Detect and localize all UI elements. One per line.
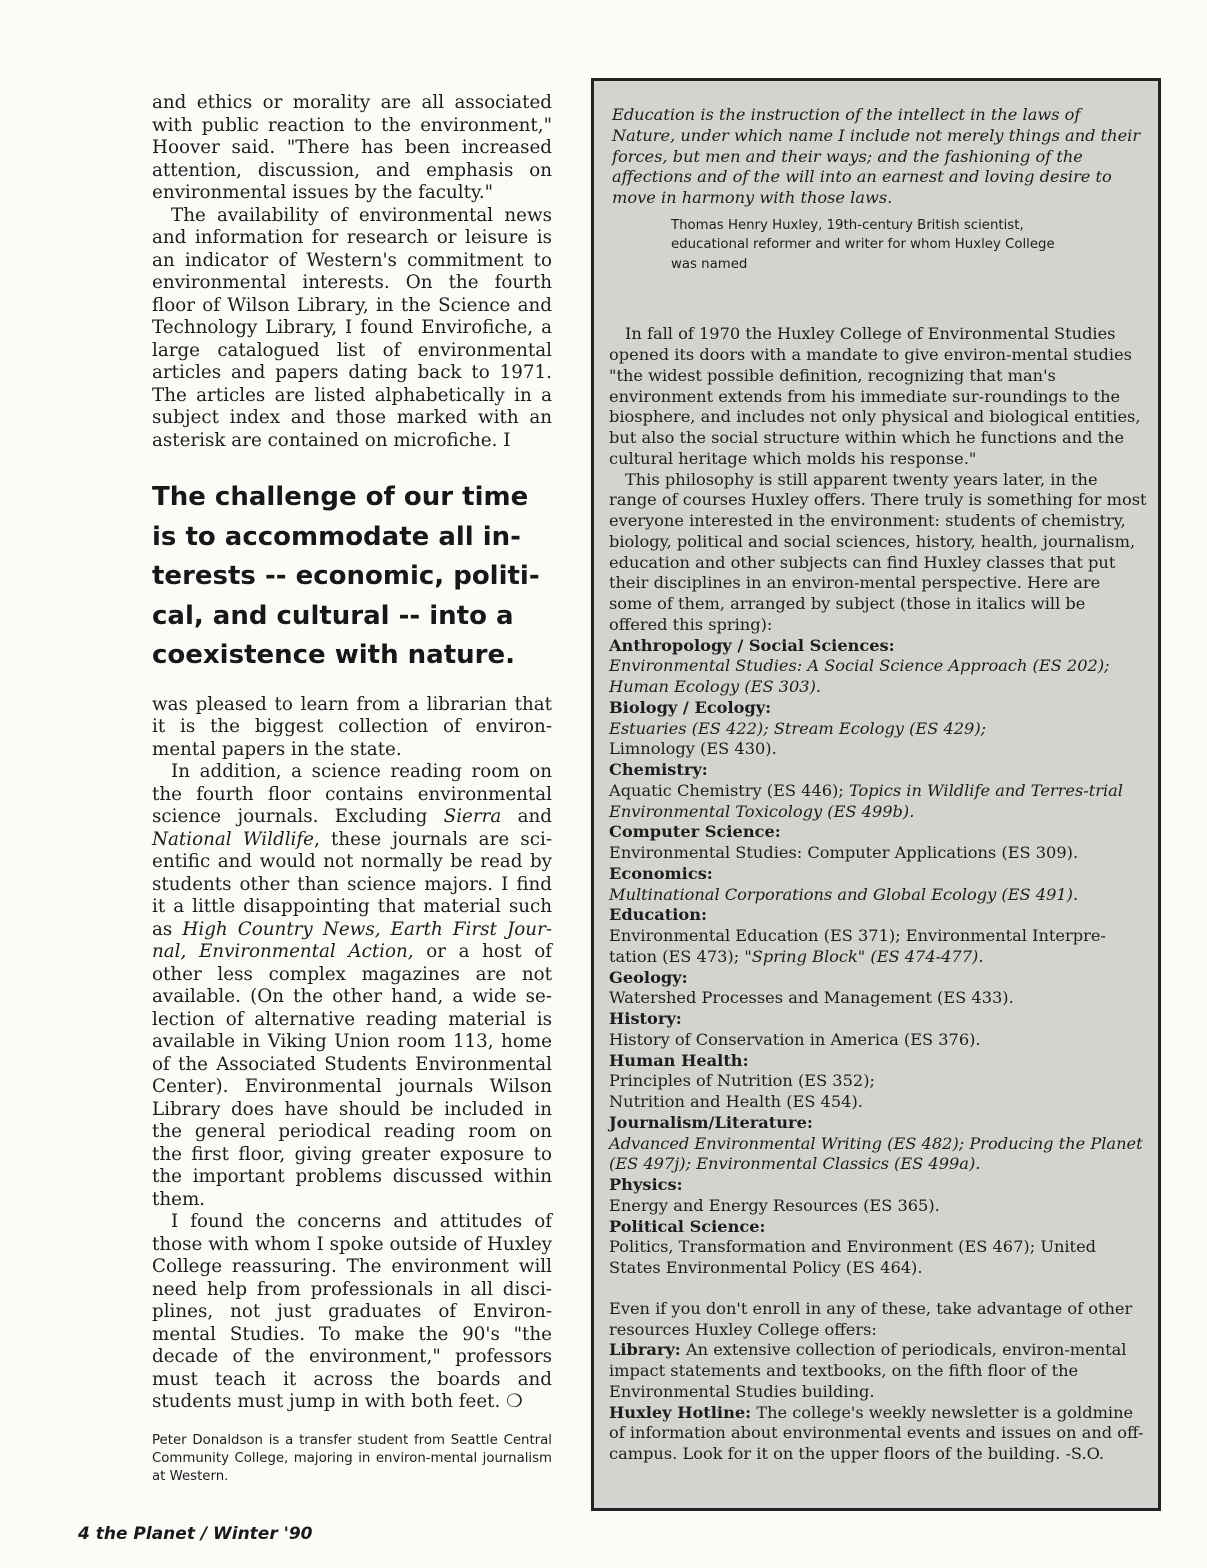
- course-category: Computer Science:: [609, 822, 781, 842]
- text-run: , these journals are sci-entific and would not normally be read by students other than science majors. I find it a little disappointing that material such as: [152, 828, 552, 940]
- course-category: Human Health:: [609, 1050, 749, 1070]
- publication-titles: High Country News, Earth First Jour-nal, Environmental Action,: [152, 918, 553, 962]
- text-run: I found the concerns and attitudes of those with whom I spoke outside of Huxley College reassuring. The environment will need help from professionals in all disci-plines, not just graduates of Environ-mental Studies. To make the 90's "the decade of the environment," professors must teach it across the boards and students must jump in with both feet.: [152, 1211, 552, 1412]
- resource-label: Huxley Hotline:: [609, 1402, 752, 1422]
- course-line: Estuaries (ES 422); Stream Ecology (ES 429);: [609, 718, 987, 738]
- sidebar-paragraph: This philosophy is still apparent twenty years later, in the range of courses Huxley offers. There truly is something for most everyone interested in the environment: students of chemistry, biology, political and social sciences, history, health, journalism, education and other subjects can find Huxley classes that put their disciplines in an environ-mental perspective. Here are some of them, arranged by subject (those in italics will be offered this spring):: [609, 469, 1147, 634]
- sidebar-paragraph: Even if you don't enroll in any of these, take advantage of other resources Huxley College offers:: [609, 1298, 1133, 1339]
- pull-quote: The challenge of our time is to accommodate all in-terests -- economic, politi-cal, and cultural -- into a coexistence with nature.: [152, 482, 540, 670]
- end-mark-icon: ❍: [506, 1391, 523, 1412]
- course-line: [609, 781, 1148, 823]
- article-paragraph: The availability of environmental news and information for research or leisure is an indicator of Western's commitment to environmental interests. On the fourth floor of Wilson Library, in the Science and Technology Library, I found Envirofiche, a large catalogued list of environmental articles and papers dating back to 1971. The articles are listed alphabetically in a subject index and those marked with an asterisk are contained on microfiche. I: [152, 204, 552, 451]
- course-category: Biology / Ecology:: [609, 697, 772, 717]
- article-paragraph: and ethics or morality are all associated with public reaction to the environment," Hoover said. "There has been increased attention, discussion, and emphasis on environmental issues by the faculty.": [152, 92, 552, 203]
- main-article-column: [152, 92, 552, 1486]
- course-line: Principles of Nutrition (ES 352);: [609, 1071, 875, 1091]
- course-category: Chemistry:: [609, 760, 708, 780]
- resource-label: Library:: [609, 1340, 681, 1360]
- text-run: In addition, a science reading room on the fourth floor contains environmental science journals. Excluding: [152, 761, 552, 827]
- course-list: [609, 636, 1148, 1279]
- resource-entry: [609, 1340, 1148, 1402]
- sidebar-box: [591, 78, 1161, 1511]
- page-footer: 4 the Planet / Winter '90: [78, 1524, 313, 1544]
- course-line: Multinational Corporations and Global Ecology (ES 491).: [609, 884, 1079, 904]
- quote-attribution: Thomas Henry Huxley, 19th-century British scientist, educational reformer and writer for whom Huxley College was named: [671, 217, 1055, 272]
- spacer: [609, 1279, 1148, 1299]
- course-category: Geology:: [609, 967, 688, 987]
- course-text: "Spring Block" (ES 474-477).: [744, 946, 984, 966]
- course-line: Nutrition and Health (ES 454).: [609, 1092, 863, 1112]
- course-text: Environmental Education (ES 371); Environmental Interpre-tation (ES 473);: [609, 926, 1106, 966]
- course-line: Environmental Studies: Computer Applications (ES 309).: [609, 843, 1079, 863]
- course-category: Economics:: [609, 863, 713, 883]
- article-paragraph: [152, 761, 552, 1211]
- sidebar-body: [609, 324, 1148, 1465]
- publication-title: Sierra: [443, 806, 502, 827]
- article-paragraph: was pleased to learn from a librarian that it is the biggest collection of environ-mental papers in the state.: [152, 693, 552, 760]
- course-line: Politics, Transformation and Environment (ES 467); United States Environmental Policy (ES 464).: [609, 1237, 1097, 1278]
- course-line: Advanced Environmental Writing (ES 482); Producing the Planet (ES 497j); Environmental Classics (ES 499a).: [609, 1133, 1143, 1174]
- course-category: Political Science:: [609, 1216, 766, 1236]
- course-category: Anthropology / Social Sciences:: [609, 635, 895, 655]
- course-line: Watershed Processes and Management (ES 433).: [609, 988, 1014, 1008]
- course-category: Education:: [609, 905, 707, 925]
- publication-title: National Wildlife: [152, 828, 314, 850]
- resource-text: The college's weekly newsletter is a goldmine of information about environmental events and issues on and off-campus. Look for it on the upper floors of the building. -S.O.: [609, 1402, 1144, 1464]
- sidebar-quote: Education is the instruction of the intellect in the laws of Nature, under which name I include not merely things and their forces, but men and their ways; and the fashioning of the affections and of the will into an earnest and loving desire to move in harmony with those laws.: [612, 105, 1141, 208]
- course-line: Energy and Energy Resources (ES 365).: [609, 1195, 940, 1215]
- course-text: Topics in Wildlife and Terres-trial Environmental Toxicology (ES 499b).: [609, 780, 1123, 821]
- resource-entry: [609, 1403, 1148, 1465]
- course-category: Journalism/Literature:: [609, 1112, 813, 1132]
- course-category: Physics:: [609, 1175, 683, 1195]
- text-run: or a host of other less complex magazines are not available. (On the other hand, a wide se-lection of alternative reading material is available in Viking Union room 113, home of the Associated Students Environmental Center). Environmental journals Wilson Library does have should be included in the general periodical reading room on the first floor, giving greater exposure to the important problems discussed within them.: [152, 941, 553, 1210]
- author-byline: Peter Donaldson is a transfer student from Seattle Central Community College, majoring in environ-mental journalism at Western.: [152, 1432, 552, 1484]
- course-line: Limnology (ES 430).: [609, 739, 777, 759]
- resource-text: An extensive collection of periodicals, environ-mental impact statements and textbooks, on the fifth floor of the Environmental Studies building.: [609, 1340, 1127, 1401]
- course-line: Environmental Studies: A Social Science Approach (ES 202);: [609, 656, 1110, 676]
- course-line: History of Conservation in America (ES 376).: [609, 1029, 981, 1049]
- course-line: Human Ecology (ES 303).: [609, 677, 822, 697]
- course-category: History:: [609, 1009, 682, 1029]
- text-run: and: [501, 806, 552, 827]
- course-line: [609, 926, 1148, 968]
- sidebar-paragraph: In fall of 1970 the Huxley College of Environmental Studies opened its doors with a mandate to give environ-mental studies "the widest possible definition, recognizing that man's environment extends from his immediate sur-roundings to the biosphere, and includes not only physical and biological entities, but also the social structure within which he functions and the cultural heritage which molds his response.": [609, 324, 1141, 468]
- course-text: Aquatic Chemistry (ES 446);: [609, 780, 849, 800]
- article-paragraph: [152, 1211, 552, 1414]
